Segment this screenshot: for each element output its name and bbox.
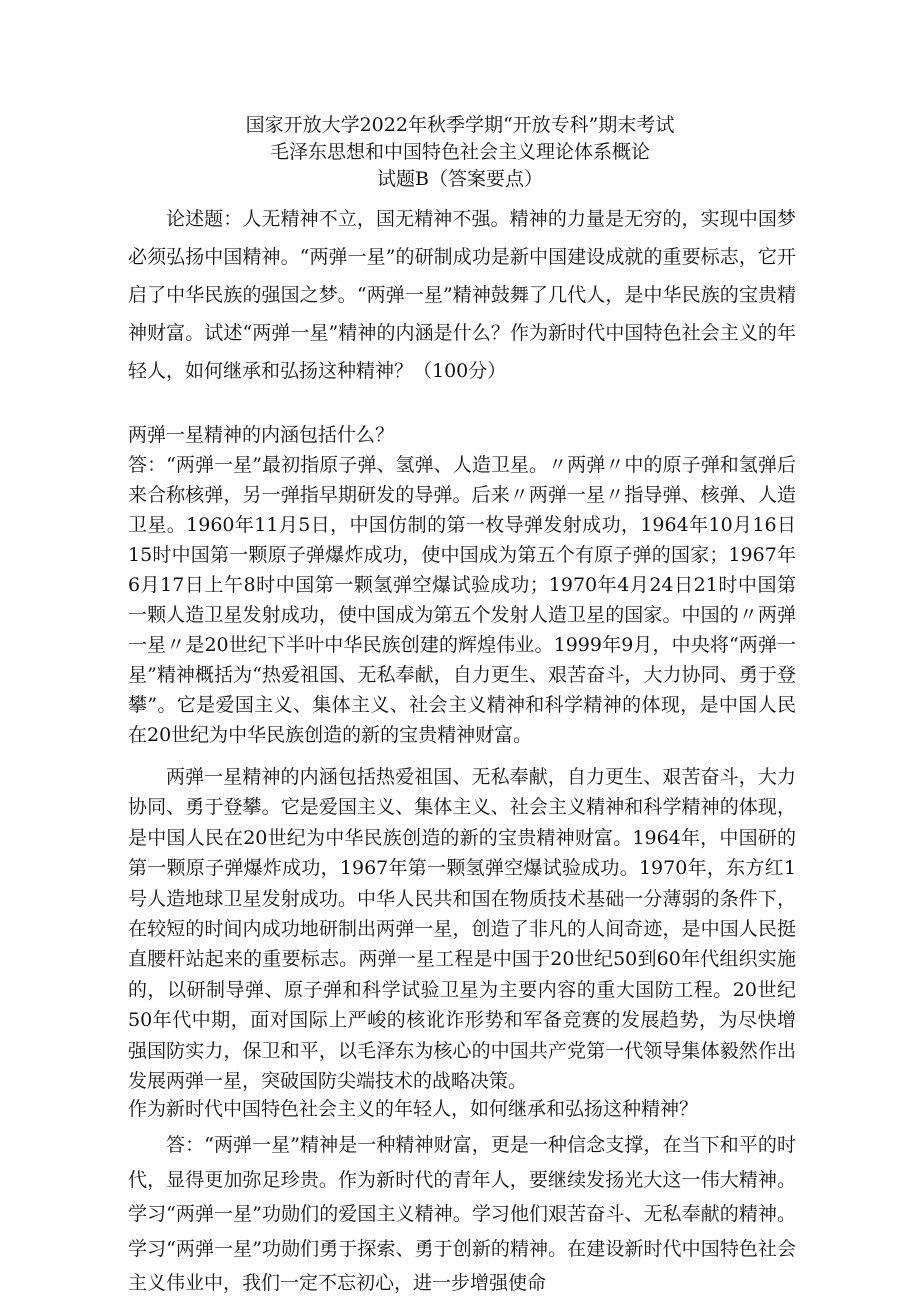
answer-1-paragraph-2: 两弹一星精神的内涵包括热爱祖国、无私奉献，自力更生、艰苦奋斗，大力协同、勇于登攀。它是爱国主义、集体主义、社会主义精神和科学精神的体现，是中国人民在20世纪为中华民族创造的新的宝贵精神财富。1964年，中国研的第一颗原子弹爆炸成功，1967年第一颗氢弹空爆试验成功。1970年，东方红1号人造地球卫星发射成功。中华人民共和国在物质技术基础一分薄弱的条件下，在较短的时间内成功地研制出两弹一星，创造了非凡的人间奇迹，是中国人民挺直腰杆站起来的重要标志。两弹一星工程是中国于20世纪50到60年代组织实施的，以研制导弹、原子弹和科学试验卫星为主要内容的重大国防工程。20世纪50年代中期，面对国际上严峻的核讹诈形势和军备竞赛的发展趋势，为尽快增强国防实力，保卫和平，以毛泽东为核心的中国共产党第一代领导集体毅然作出发展两弹一星，突破国防尖端技术的战略决策。	[128, 766, 796, 1093]
answer-1-paragraph-1: 答：“两弹一星”最初指原子弹、氢弹、人造卫星。〃两弹〃中的原子弹和氢弹后来合称核弹，另一弹指早期研发的导弹。后来〃两弹一星〃指导弹、核弹、人造卫星。1960年11月5日，中国仿制的第一枚导弹发射成功，1964年10月16日15时中国第一颗原子弹爆炸成功，使中国成为第五个有原子弹的国家；1967年6月17日上午8时中国第一颗氢弹空爆试验成功；1970年4月24日21时中国第一颗人造卫星发射成功，使中国成为第五个发射人造卫星的国家。中国的〃两弹一星〃是20世纪下半叶中华民族创建的辉煌伟业。1999年9月，中央将“两弹一星”精神概括为“热爱祖国、无私奉献，自力更生、艰苦奋斗，大力协同、勇于登攀”。它是爱国主义、集体主义、社会主义精神和科学精神的体现，是中国人民在20世纪为中华民族创造的新的宝贵精神财富。	[128, 454, 796, 746]
paper-label: 试题B（答案要点）	[377, 168, 543, 190]
answer-2: 答：“两弹一星”精神是一种精神财富，更是一种信念支撑，在当下和平的时代，显得更加弥足珍贵。作为新时代的青年人，要继续发扬光大这一伟大精神。学习“两弹一星”功勋们的爱国主义精神。学习他们艰苦奋斗、无私奉献的精神。学习“两弹一星”功勋们勇于探索、勇于创新的精神。在建设新时代中国特色社会主义伟业中，我们一定不忘初心，进一步增强使命	[128, 1134, 796, 1295]
essay-prompt: 论述题：人无精神不立，国无精神不强。精神的力量是无穷的，实现中国梦必须弘扬中国精神。“两弹一星”的研制成功是新中国建设成就的重要标志，它开启了中华民族的强国之梦。“两弹一星”精神鼓舞了几代人，是中华民族的宝贵精神财富。试述“两弹一星”精神的内涵是什么？作为新时代中国特色社会主义的年轻人，如何继承和弘扬这种精神？（100分）	[128, 208, 796, 382]
question-2: 作为新时代中国特色社会主义的年轻人，如何继承和弘扬这种精神？	[128, 1098, 699, 1120]
exam-header	[0, 112, 920, 193]
course-title: 毛泽东思想和中国特色社会主义理论体系概论	[269, 141, 650, 163]
question-1: 两弹一星精神的内涵包括什么？	[128, 424, 395, 446]
exam-title: 国家开放大学2022年秋季学期“开放专科”期末考试	[245, 114, 675, 136]
